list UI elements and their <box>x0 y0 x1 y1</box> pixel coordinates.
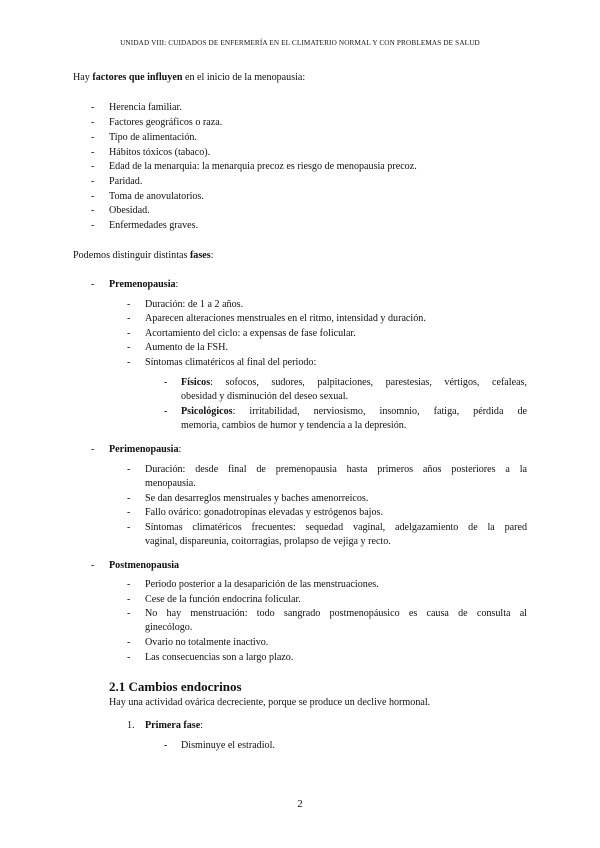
list-item-continued: vaginal, dispareunia, coitorragias, prolapso de vejiga y recto. <box>145 536 391 547</box>
list-dash: - <box>127 357 131 368</box>
list-dash: - <box>127 464 131 475</box>
premenopausia-title: Premenopausia: <box>109 279 179 290</box>
page-number: 2 <box>297 798 303 810</box>
list-item: Aparecen alteraciones menstruales en el ritmo, intensidad y duración. <box>145 313 426 324</box>
list-item: Hábitos tóxicos (tabaco). <box>109 147 211 158</box>
fases-paragraph: Podemos distinguir distintas fases: <box>73 250 214 261</box>
list-item: Cese de la función endocrina folicular. <box>145 594 301 605</box>
list-dash: - <box>91 132 95 143</box>
list-dash: - <box>91 147 95 158</box>
list-dash: - <box>127 342 131 353</box>
list-item: Ovario no totalmente inactivo. <box>145 637 269 648</box>
list-item: Las consecuencias son a largo plazo. <box>145 652 294 663</box>
fisicos-line-continued: obesidad y disminución del deseo sexual. <box>181 391 349 402</box>
list-item: Síntomas climatéricos al final del periodo: <box>145 357 317 368</box>
list-item: Herencia familiar. <box>109 102 182 113</box>
running-header: UNIDAD VIII: CUIDADOS DE ENFERMERÍA EN EL CLIMATERIO NORMAL Y CON PROBLEMAS DE SALUD <box>120 39 480 47</box>
list-dash: - <box>164 377 168 388</box>
section-heading: 2.1 Cambios endocrinos <box>109 679 242 694</box>
list-item: Obesidad. <box>109 205 150 216</box>
list-dash: - <box>91 176 95 187</box>
fisicos-line: Físicos: sofocos, sudores, palpitaciones, parestesias, vértigos, cefaleas, <box>181 377 527 388</box>
postmenopausia-title: Postmenopausia <box>109 560 180 571</box>
list-dash: - <box>91 117 95 128</box>
list-item: Factores geográficos o raza. <box>109 117 223 128</box>
list-item-continued: menopausia. <box>145 478 196 489</box>
list-dash: - <box>127 493 131 504</box>
list-dash: - <box>127 507 131 518</box>
list-dash: - <box>127 522 131 533</box>
intro-paragraph: Hay factores que influyen en el inicio de la menopausia: <box>73 72 306 83</box>
list-dash: - <box>91 191 95 202</box>
list-item-continued: ginecólogo. <box>145 622 193 633</box>
section-paragraph: Hay una actividad ovárica decreciente, porque se produce un declive hormonal. <box>109 697 431 708</box>
numbered-marker: 1. <box>127 720 135 731</box>
list-dash: - <box>127 313 131 324</box>
psicologicos-line: Psicológicos: irritabilidad, nerviosismo, insomnio, fatiga, pérdida de <box>181 406 527 417</box>
list-item: Disminuye el estradiol. <box>181 740 275 751</box>
list-dash: - <box>91 444 95 455</box>
list-item: Duración: desde final de premenopausia hasta primeros años posteriores a la <box>145 464 527 475</box>
list-dash: - <box>127 608 131 619</box>
list-dash: - <box>164 740 168 751</box>
list-dash: - <box>91 560 95 571</box>
psicologicos-line-continued: memoria, cambios de humor y tendencia a la depresión. <box>181 420 407 431</box>
list-dash: - <box>91 279 95 290</box>
list-dash: - <box>127 299 131 310</box>
list-item: Toma de anovulatorios. <box>109 191 204 202</box>
list-dash: - <box>91 161 95 172</box>
list-dash: - <box>127 594 131 605</box>
list-item: Paridad. <box>109 176 143 187</box>
list-dash: - <box>91 205 95 216</box>
list-item: Edad de la menarquia: la menarquia precoz es riesgo de menopausia precoz. <box>109 161 417 172</box>
list-dash: - <box>91 102 95 113</box>
list-dash: - <box>164 406 168 417</box>
list-item: Síntomas climatéricos frecuentes: sequedad vaginal, adelgazamiento de la pared <box>145 522 527 533</box>
list-item: Acortamiento del ciclo: a expensas de fase folicular. <box>145 328 356 339</box>
perimenopausia-title: Perimenopausia: <box>109 444 182 455</box>
list-dash: - <box>91 220 95 231</box>
list-item: Enfermedades graves. <box>109 220 199 231</box>
list-dash: - <box>127 328 131 339</box>
list-dash: - <box>127 652 131 663</box>
list-item: Tipo de alimentación. <box>109 132 197 143</box>
list-dash: - <box>127 637 131 648</box>
list-item: Se dan desarreglos menstruales y baches amenorreicos. <box>145 493 369 504</box>
list-item: No hay menstruación: todo sangrado postmenopáusico es causa de consulta al <box>145 608 527 619</box>
list-item: Aumento de la FSH. <box>145 342 228 353</box>
primera-fase-title: Primera fase: <box>145 720 204 731</box>
list-item: Periodo posterior a la desaparición de las menstruaciones. <box>145 579 379 590</box>
list-dash: - <box>127 579 131 590</box>
list-item: Fallo ovárico: gonadotropinas elevadas y estrógenos bajos. <box>145 507 383 518</box>
list-item: Duración: de 1 a 2 años. <box>145 299 244 310</box>
